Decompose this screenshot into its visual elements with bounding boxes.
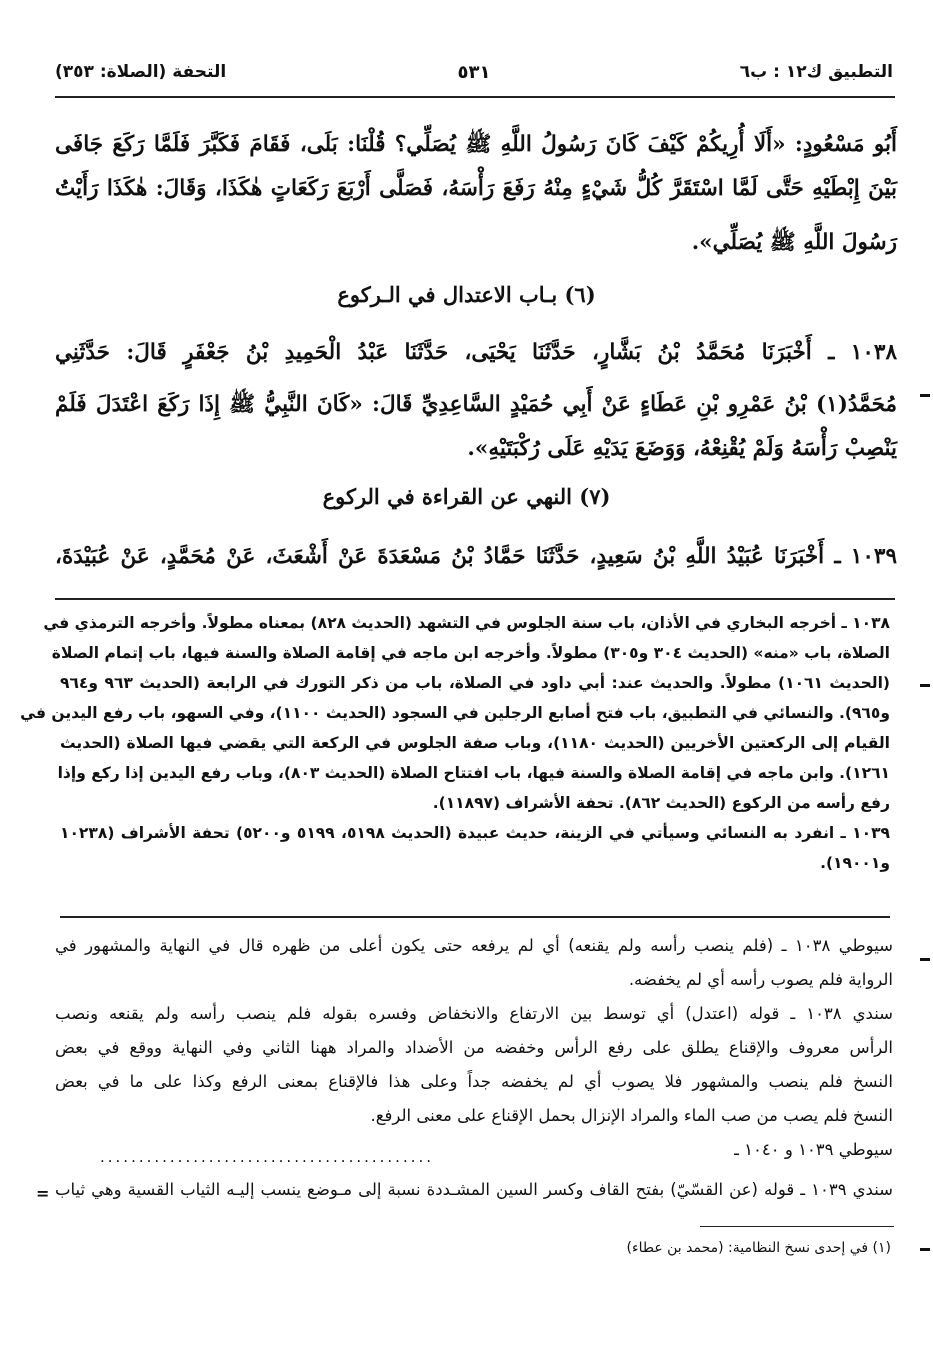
footnote-rule [700,1226,894,1227]
margin-mark [920,394,930,397]
commentary-line: الرأس معروف والإقناع يطلق على رفع الرأس وخفضه من الأضداد والمراد ههنا الثاني وفي النهاية ووقع في بعض [55,1038,893,1057]
margin-mark [920,684,930,687]
main-line: رَسُولَ اللَّهِ ﷺ يُصَلِّي». [691,230,897,255]
header-book-ref: التطبيق ك١٢ : ب٦ [739,62,893,82]
commentary-line: الرواية فلم يصوب رأسه أي لم يخفضه. [628,970,893,989]
chapter-heading-6: (٦) بـاب الاعتدال في الـركوع [337,282,596,307]
margin-mark [920,1248,930,1251]
takhrij-line: ١٠٣٨ ـ أخرجه البخاري في الأذان، باب سنة الجلوس في التشهد (الحديث ٨٢٨) بمعناه مطولاً. وأخرجه الترمذي في [43,614,890,632]
commentary-line: سيوطي ١٠٣٨ ـ (فلم ينصب رأسه ولم يقنعه) أي لم يرفعه حتى يكون أعلى من ظهره قال في النهاية والمشهور في [55,936,893,955]
commentary-line: سندي ١٠٣٩ ـ قوله (عن القسّيّ) بفتح القاف وكسر السين المشـددة نسبة إلى مـوضع ينسب إليـه الثياب القسية وهي ثياب [55,1180,893,1199]
takhrij-line: القيام إلى الركعتين الأخريين (الحديث ١١٨٠)، وباب صفة الجلوس في الركعة التي يقضي فيها الصلاة (الحديث [60,734,890,752]
takhrij-rule [55,598,895,600]
takhrij-line: و٩٦٥). والنسائي في التطبيق، باب فتح أصابع الرجلين في السجود (الحديث ١١٠٠)، وفي السهو، باب رفع اليدين في [20,704,890,722]
takhrij-line: ١٢٦١). وابن ماجه في إقامة الصلاة والسنة فيها، باب افتتاح الصلاة (الحديث ٨٠٣)، وباب رفع اليدين إذا ركع وإذا [57,764,890,782]
hadith-line: مُحَمَّدُ(١) بْنُ عَمْرِو بْنِ عَطَاءٍ عَنْ أَبِي حُمَيْدٍ السَّاعِدِيِّ قَالَ: «كَانَ النَّبِيُّ ﷺ إِذَا رَكَعَ اعْتَدَلَ فَلَمْ [55,392,897,417]
footnote: (١) في إحدى نسخ النظامية: (محمد بن عطاء) [626,1240,891,1256]
header-tuhfa-ref: التحفة (الصلاة: ٣٥٣) [55,62,227,82]
commentary-line: سيوطي ١٠٣٩ و ١٠٤٠ ـ [734,1140,893,1159]
takhrij-line: ١٠٣٩ ـ انفرد به النسائي وسيأتي في الزينة، حديث عبيدة (الحديث ٥١٩٨، ٥١٩٩ و٥٢٠٠) تحفة الأشراف (١٠٢٣٨ [60,824,890,842]
dotted-leader: ........................................... [100,1148,435,1166]
hadith-line: يَنْصِبْ رَأْسَهُ وَلَمْ يُقْنِعْهُ، وَوَضَعَ يَدَيْهِ عَلَى رُكْبَتَيْهِ». [467,436,897,461]
commentary-rule [60,916,890,918]
main-line: أَبُو مَسْعُودٍ: «أَلَا أُرِيكُمْ كَيْفَ كَانَ رَسُولُ اللَّهِ ﷺ يُصَلِّي؟ قُلْنَا: بَلَى، فَقَامَ فَكَبَّرَ فَلَمَّا رَكَعَ جَافَى [55,132,897,157]
continuation-mark: = [36,1184,50,1203]
header-rule [55,96,895,98]
takhrij-line: رفع رأسه من الركوع (الحديث ٨٦٢). تحفة الأشراف (١١٨٩٧). [432,794,890,812]
hadith-line: ١٠٣٨ ـ أَخْبَرَنَا مُحَمَّدُ بْنُ بَشَّارٍ، حَدَّثَنَا يَحْيَى، حَدَّثَنَا عَبْدُ الْحَمِيدِ بْنُ جَعْفَرٍ قَالَ: حَدَّثَنِي [55,340,897,365]
main-line: بَيْنَ إِبْطَيْهِ حَتَّى لَمَّا اسْتَقَرَّ كُلُّ شَيْءٍ مِنْهُ رَفَعَ رَأْسَهُ، فَصَلَّى أَرْبَعَ رَكَعَاتٍ هٰكَذَا، وَقَالَ: هٰكَذَا رَأَيْتُ [55,176,897,201]
hadith-line: ١٠٣٩ ـ أَخْبَرَنَا عُبَيْدُ اللَّهِ بْنُ سَعِيدٍ، حَدَّثَنَا حَمَّادُ بْنُ مَسْعَدَةَ عَنْ أَشْعَثَ، عَنْ مُحَمَّدٍ، عَنْ عُبَيْدَةَ، [55,544,897,569]
chapter-heading-7: (٧) النهي عن القراءة في الركوع [322,484,611,509]
page-header [55,62,893,96]
takhrij-line: الصلاة، باب «منه» (الحديث ٣٠٤ و٣٠٥) مطولاً. وأخرجه ابن ماجه في إقامة الصلاة والسنة فيها، باب إتمام الصلاة [51,644,890,662]
takhrij-line: (الحديث ١٠٦١) مطولاً. والحديث عند: أبي داود في الصلاة، باب من ذكر التورك في الرابعة (الحديث ٩٦٣ و٩٦٤ [60,674,891,692]
page-number: ٥٣١ [457,62,491,83]
commentary-line: سندي ١٠٣٨ ـ قوله (اعتدل) أي توسط بين الارتفاع والانخفاض وفسره بقوله فلم ينصب رأسه ولم يقنعه ونصب [55,1004,894,1023]
margin-mark [920,958,930,961]
takhrij-line: و١٩٠٠١). [820,854,890,872]
commentary-line: النسخ فلم يصب من صب الماء والمراد الإنزال بحمل الإقناع على معنى الرفع. [370,1106,893,1125]
commentary-line: النسخ فلم ينصب والمشهور فلا يصوب أي لم يخفضه جداً وعلى هذا فالإقناع بمعنى الرفع وكذا على ما في بعض [55,1072,893,1091]
